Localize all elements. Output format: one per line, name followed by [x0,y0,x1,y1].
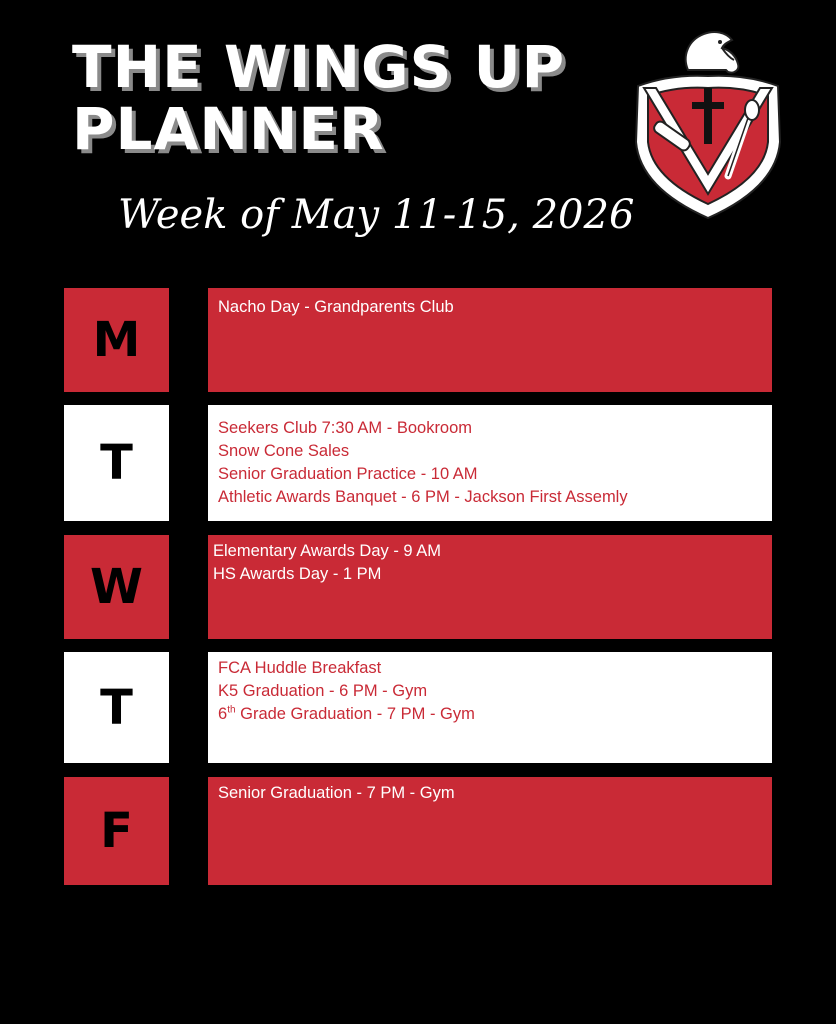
event-item: Athletic Awards Banquet - 6 PM - Jackson First Assemly [218,488,628,506]
day-thursday-letter: T [64,652,169,763]
event-item: Senior Graduation Practice - 10 AM [218,465,478,483]
day-wednesday-letter: W [64,535,169,639]
title-line-2: PLANNER [72,95,385,163]
day-thursday-events [208,652,772,763]
day-monday-letter: M [64,288,169,392]
week-subtitle: Week of May 11-15, 2026 [118,192,635,238]
day-tuesday-letter: T [64,405,169,521]
day-monday-events [208,288,772,392]
event-item: K5 Graduation - 6 PM - Gym [218,682,428,700]
day-friday-letter: F [64,777,169,885]
event-item: FCA Huddle Breakfast [218,659,382,677]
eagle-shield-crest-icon [630,26,786,222]
event-item: HS Awards Day - 1 PM [213,565,382,583]
event-item: Senior Graduation - 7 PM - Gym [218,784,455,802]
day-tuesday-events [208,405,772,521]
event-item: Snow Cone Sales [218,442,350,460]
title-line-1: THE WINGS UP [72,33,566,101]
day-wednesday-events [208,535,772,639]
event-item-sixth-grade: 6th Grade Graduation - 7 PM - Gym [218,704,475,723]
page-title [72,33,566,163]
event-item: Seekers Club 7:30 AM - Bookroom [218,419,473,437]
event-item: Elementary Awards Day - 9 AM [213,542,442,560]
day-friday-events [208,777,772,885]
event-item: Nacho Day - Grandparents Club [218,298,454,316]
